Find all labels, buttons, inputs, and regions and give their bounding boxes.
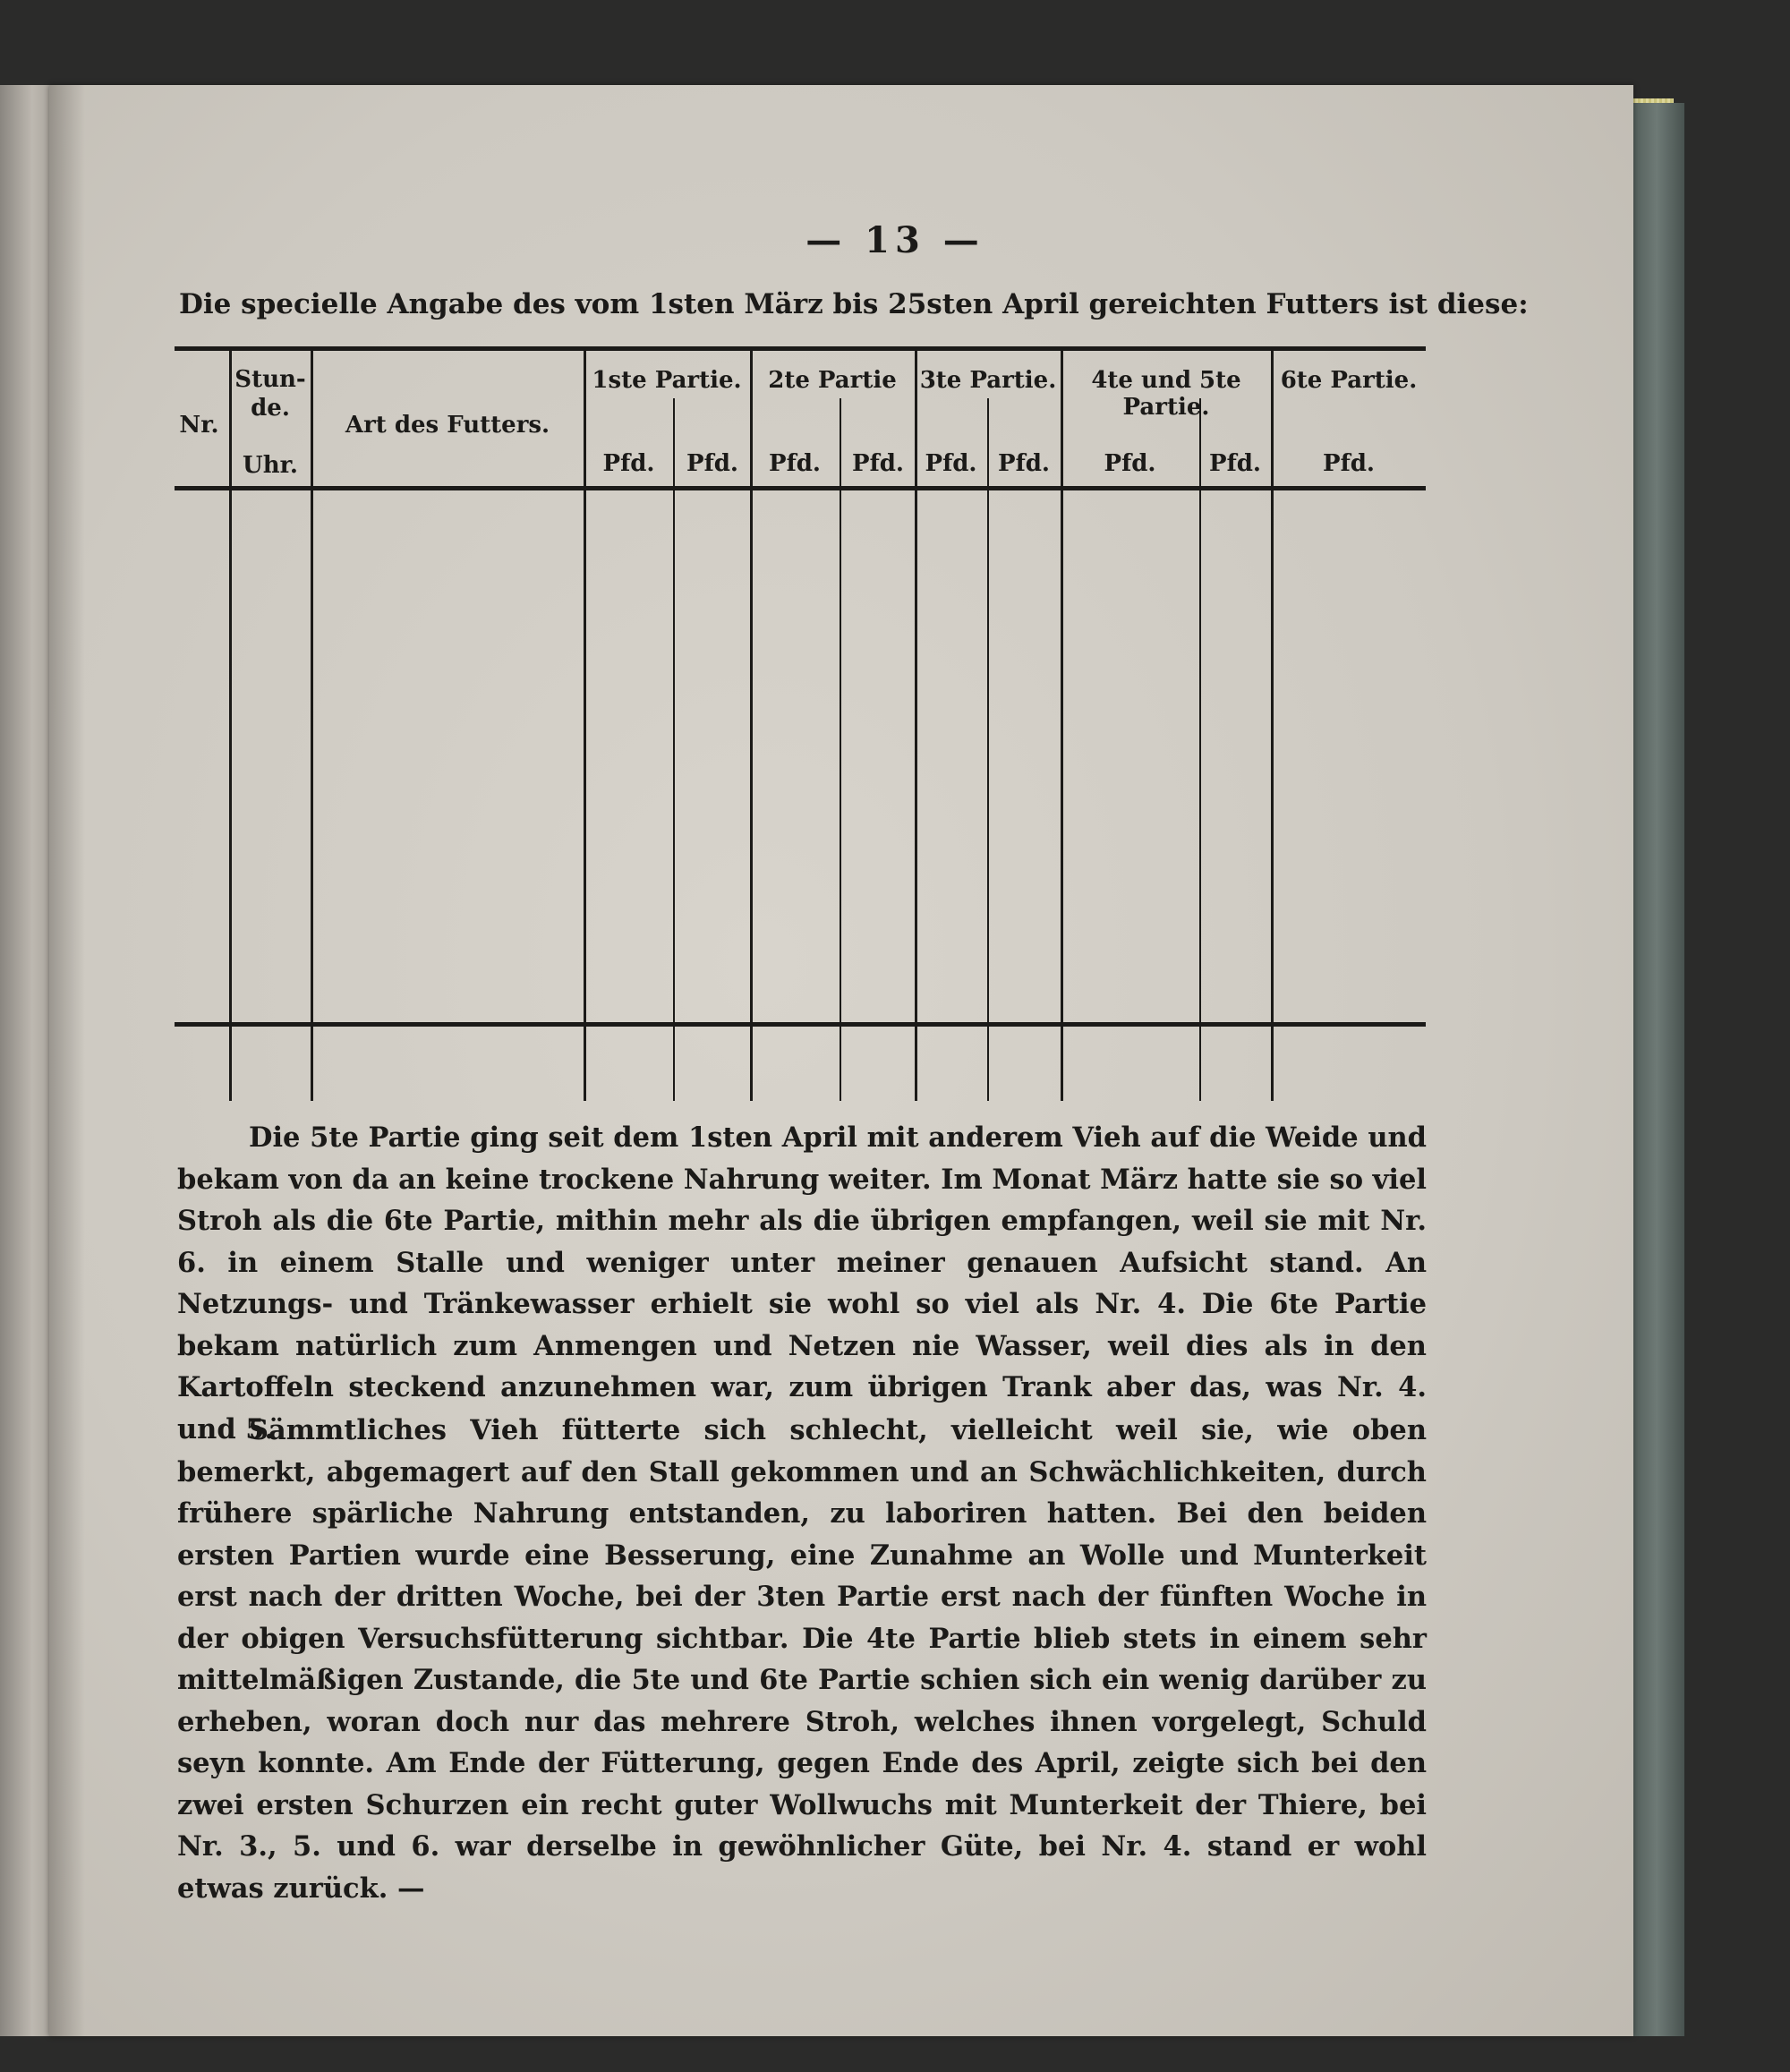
header-unit-pfd: Pfd. bbox=[1104, 450, 1156, 477]
table-summa-rule bbox=[175, 1022, 1426, 1027]
paragraph-1: Die 5te Partie ging seit dem 1sten April mit anderem Vieh auf die Weide und bekam von da an keine trockene Nahrung weiter. Im Monat März hatte sie so viel Stroh als die 6te Partie, mithin mehr als die übrigen empfangen, weil sie mit Nr. 6. in einem Stalle und weniger unter meiner genauen Aufsicht stand. An Netzungs- und Tränkewasser erhielt sie wohl so viel als Nr. 4. Die 6te Partie bekam natürlich zum Anmengen und Netzen nie Wasser, weil dies als in den Kartoffeln steckend anzunehmen war, zum übrigen Trank aber das, was Nr. 4. und 5. bbox=[177, 1121, 1427, 1445]
header-unit-pfd: Pfd. bbox=[925, 450, 977, 477]
table-subcolumn-rule bbox=[1199, 398, 1201, 1101]
intro-line: Die specielle Angabe des vom 1sten März bis 25sten April gereichten Futters ist diese: bbox=[179, 288, 1529, 320]
header-unit-pfd: Pfd. bbox=[686, 450, 738, 477]
table-subcolumn-rule bbox=[987, 398, 989, 1101]
header-partie-2: 2te Partie bbox=[768, 367, 897, 394]
page-number: — 13 — bbox=[806, 219, 984, 261]
header-partie-6: 6te Partie. bbox=[1280, 367, 1418, 394]
header-unit-pfd: Pfd. bbox=[769, 450, 821, 477]
header-unit-pfd: Pfd. bbox=[998, 450, 1050, 477]
table-header-rule bbox=[175, 486, 1426, 490]
table-subcolumn-rule bbox=[840, 398, 841, 1101]
paragraph-2: Sämmtliches Vieh fütterte sich schlecht, vielleicht weil sie, wie oben bemerkt, abgemagert auf den Stall gekommen und an Schwächlichkeiten, durch frühere spärliche Nahrung entstanden, zu laboriren hatten. Bei den beiden ersten Partien wurde eine Besserung, eine Zunahme an Wolle und Munterkeit erst nach der dritten Woche, bei der 3ten Partie erst nach der fünften Woche in der obigen Versuchsfütterung sichtbar. Die 4te Partie blieb stets in einem sehr mittelmäßigen Zustande, die 5te und 6te Partie schien sich ein wenig darüber zu erheben, woran doch nur das mehrere Stroh, welches ihnen vorgelegt, Schuld seyn konnte. Am Ende der Fütterung, gegen Ende des April, zeigte sich bei den zwei ersten Schurzen ein recht guter Wollwuchs mit Munterkeit der Thiere, bei Nr. 3., 5. und 6. war derselbe in gewöhnlicher Güte, bei Nr. 4. stand er wohl etwas zurück. — bbox=[177, 1414, 1427, 1905]
header-partie-3: 3te Partie. bbox=[919, 367, 1057, 394]
header-unit-pfd: Pfd. bbox=[1323, 450, 1375, 477]
header-nr: Nr. bbox=[179, 412, 219, 439]
page-gutter-shadow bbox=[49, 85, 85, 2036]
header-stunde: Stun- de. bbox=[234, 366, 306, 422]
book-edge-left bbox=[0, 85, 54, 2036]
header-unit-pfd: Pfd. bbox=[602, 450, 655, 477]
header-partie-45: 4te und 5te Partie. bbox=[1091, 367, 1241, 421]
header-art: Art des Futters. bbox=[345, 412, 550, 439]
book-cover-edge bbox=[1629, 103, 1684, 2036]
header-uhr: Uhr. bbox=[243, 452, 298, 479]
table-subcolumn-rule bbox=[673, 398, 675, 1101]
header-unit-pfd: Pfd. bbox=[1209, 450, 1261, 477]
header-partie-1: 1ste Partie. bbox=[592, 367, 742, 394]
table-top-rule bbox=[175, 346, 1426, 351]
table-column-rule bbox=[311, 351, 313, 1101]
header-unit-pfd: Pfd. bbox=[852, 450, 904, 477]
